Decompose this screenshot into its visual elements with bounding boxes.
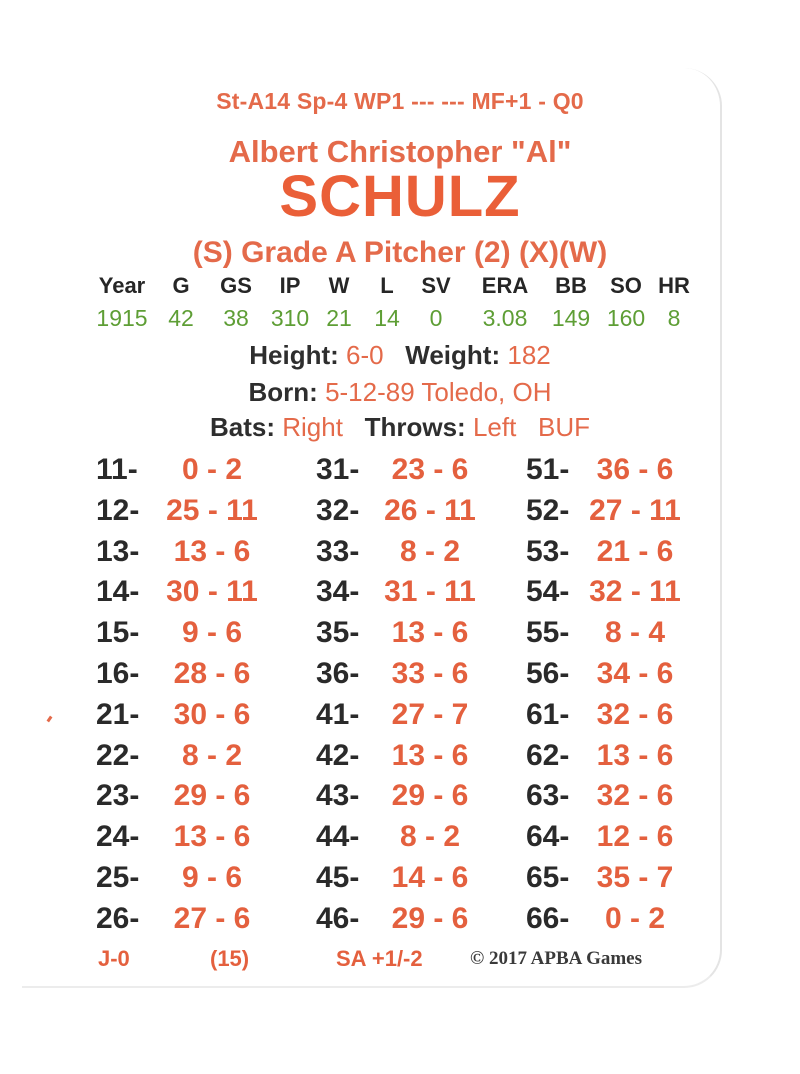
- stat-value-bb: 149: [551, 305, 591, 331]
- dice-roll: 55-: [526, 616, 570, 649]
- dice-result: 13 - 6: [391, 739, 469, 772]
- dice-roll: 45-: [316, 861, 360, 894]
- dice-result: 26 - 11: [384, 494, 476, 527]
- team-value: BUF: [538, 412, 590, 442]
- dice-result: 8 - 2: [399, 535, 461, 568]
- dice-row: [316, 615, 488, 651]
- stat-header-bb: BB: [555, 273, 587, 298]
- dice-result: 25 - 11: [166, 494, 258, 527]
- height-value: 6-0: [346, 340, 384, 370]
- dice-row: [96, 819, 268, 855]
- stat-value-l: 14: [374, 305, 400, 331]
- dice-row: [316, 697, 488, 733]
- stat-header-gs: GS: [220, 273, 252, 298]
- dice-row: [96, 697, 268, 733]
- dice-result: 0 - 2: [181, 453, 243, 486]
- dice-row: [526, 819, 694, 855]
- card-codes: St-A14 Sp-4 WP1 --- --- MF+1 - Q0: [216, 88, 584, 114]
- dice-row: [96, 860, 268, 896]
- dice-row: [96, 574, 268, 610]
- pitcher-grade: (S) Grade A Pitcher (2) (X)(W): [192, 236, 608, 269]
- dice-result: 35 - 7: [596, 861, 674, 894]
- throws-label: Throws:: [364, 412, 466, 442]
- dice-roll: 14-: [96, 575, 140, 608]
- card-number: (15): [210, 946, 250, 971]
- dice-result: 23 - 6: [391, 453, 469, 486]
- dice-row: [526, 574, 694, 610]
- dice-row: [526, 860, 694, 896]
- dice-row: [316, 860, 488, 896]
- sa-rating: SA +1/-2: [336, 946, 423, 971]
- dice-roll: 41-: [316, 698, 360, 731]
- dice-result: 9 - 6: [181, 616, 243, 649]
- dice-row: [526, 738, 694, 774]
- weight-label: Weight:: [405, 340, 501, 370]
- dice-result: 30 - 6: [173, 698, 251, 731]
- dice-result: 36 - 6: [596, 453, 674, 486]
- dice-result: 13 - 6: [596, 739, 674, 772]
- dice-row: [526, 534, 694, 570]
- copyright: © 2017 APBA Games: [470, 948, 643, 969]
- stat-header-l: L: [380, 273, 394, 298]
- dice-row: [316, 738, 488, 774]
- stat-header-era: ERA: [481, 273, 529, 298]
- dice-row: [316, 819, 488, 855]
- dice-result: 13 - 6: [173, 535, 251, 568]
- dice-result: 8 - 2: [399, 820, 461, 853]
- dice-row: [96, 615, 268, 651]
- stat-header-sv: SV: [421, 273, 451, 298]
- stat-header-g: G: [172, 273, 190, 298]
- dice-row: [526, 778, 694, 814]
- dice-result: 28 - 6: [173, 657, 251, 690]
- born-label: Born:: [248, 377, 318, 407]
- born-line: [0, 377, 800, 408]
- dice-result: 8 - 4: [604, 616, 666, 649]
- bats-throws-line: [0, 412, 800, 443]
- player-surname: SCHULZ: [279, 164, 521, 229]
- dice-roll: 25-: [96, 861, 140, 894]
- dice-result: 27 - 11: [589, 494, 681, 527]
- dice-row: [526, 656, 694, 692]
- dice-roll: 46-: [316, 902, 360, 935]
- stat-header-ip: IP: [279, 273, 301, 298]
- dice-row: [526, 615, 694, 651]
- dice-roll: 36-: [316, 657, 360, 690]
- dice-row: [96, 534, 268, 570]
- dice-row: [316, 901, 488, 937]
- dice-row: [316, 493, 488, 529]
- dice-result: 34 - 6: [596, 657, 674, 690]
- dice-roll: 33-: [316, 535, 360, 568]
- dice-row: [316, 534, 488, 570]
- dice-result: 29 - 6: [391, 902, 469, 935]
- dice-roll: 13-: [96, 535, 140, 568]
- dice-roll: 23-: [96, 779, 140, 812]
- dice-result: 33 - 6: [391, 657, 469, 690]
- j-rating: J-0: [98, 946, 130, 971]
- dice-roll: 34-: [316, 575, 360, 608]
- dice-row: [526, 697, 694, 733]
- dice-result: 27 - 7: [391, 698, 469, 731]
- dice-row: [526, 493, 694, 529]
- weight-value: 182: [507, 340, 551, 370]
- dice-row: [316, 778, 488, 814]
- dice-result: 29 - 6: [391, 779, 469, 812]
- stat-header-hr: HR: [658, 273, 690, 298]
- dice-row: [526, 901, 694, 937]
- dice-result: 32 - 11: [589, 575, 681, 608]
- dice-result: 21 - 6: [596, 535, 674, 568]
- height-weight-line: [0, 340, 800, 371]
- dice-roll: 53-: [526, 535, 570, 568]
- stat-header-w: W: [328, 273, 350, 298]
- stat-value-g: 42: [168, 305, 194, 331]
- dice-row: [96, 738, 268, 774]
- dice-roll: 51-: [526, 453, 570, 486]
- dice-roll: 54-: [526, 575, 570, 608]
- dice-roll: 26-: [96, 902, 140, 935]
- dice-result: 8 - 2: [181, 739, 243, 772]
- dice-row: [96, 656, 268, 692]
- stat-value-ip: 310: [270, 305, 310, 331]
- stat-header-so: SO: [610, 273, 642, 298]
- height-label: Height:: [249, 340, 339, 370]
- dice-roll: 52-: [526, 494, 570, 527]
- dice-result: 14 - 6: [391, 861, 469, 894]
- bats-label: Bats:: [209, 412, 275, 442]
- dice-roll: 31-: [316, 453, 360, 486]
- dice-roll: 63-: [526, 779, 570, 812]
- dice-result: 0 - 2: [604, 902, 666, 935]
- dice-row: [316, 656, 488, 692]
- dice-roll: 61-: [526, 698, 570, 731]
- dice-result: 31 - 11: [384, 575, 476, 608]
- stat-header-year: Year: [98, 273, 146, 298]
- dice-roll: 44-: [316, 820, 360, 853]
- dice-roll: 66-: [526, 902, 570, 935]
- dice-roll: 35-: [316, 616, 360, 649]
- dice-result: 13 - 6: [391, 616, 469, 649]
- stat-value-hr: 8: [667, 305, 681, 331]
- born-value: 5-12-89 Toledo, OH: [325, 377, 552, 407]
- dice-roll: 56-: [526, 657, 570, 690]
- dice-roll: 15-: [96, 616, 140, 649]
- dice-row: [316, 452, 488, 488]
- dice-roll: 32-: [316, 494, 360, 527]
- dice-row: [96, 452, 268, 488]
- throws-value: Left: [472, 412, 517, 442]
- dice-roll: 12-: [96, 494, 140, 527]
- stat-value-so: 160: [606, 305, 646, 331]
- dice-roll: 62-: [526, 739, 570, 772]
- dice-roll: 42-: [316, 739, 360, 772]
- stat-value-w: 21: [326, 305, 352, 331]
- dice-result: 12 - 6: [596, 820, 674, 853]
- dice-roll: 22-: [96, 739, 140, 772]
- dice-roll: 24-: [96, 820, 140, 853]
- dice-roll: 65-: [526, 861, 570, 894]
- stat-value-sv: 0: [429, 305, 443, 331]
- dice-roll: 43-: [316, 779, 360, 812]
- dice-row: [526, 452, 694, 488]
- dice-row: [316, 574, 488, 610]
- dice-roll: 16-: [96, 657, 140, 690]
- dice-roll: 64-: [526, 820, 570, 853]
- dice-result: 27 - 6: [173, 902, 251, 935]
- dice-result: 13 - 6: [173, 820, 251, 853]
- dice-result: 32 - 6: [596, 698, 674, 731]
- stat-value-gs: 38: [223, 305, 249, 331]
- stat-value-era: 3.08: [482, 305, 528, 331]
- stat-value-year: 1915: [96, 305, 148, 331]
- player-full-name: Albert Christopher "Al": [228, 134, 572, 169]
- dice-row: [96, 778, 268, 814]
- dice-result: 29 - 6: [173, 779, 251, 812]
- dice-row: [96, 493, 268, 529]
- dice-result: 30 - 11: [166, 575, 258, 608]
- bats-value: Right: [282, 412, 343, 442]
- dice-result: 32 - 6: [596, 779, 674, 812]
- dice-row: [96, 901, 268, 937]
- dice-result: 9 - 6: [181, 861, 243, 894]
- dice-roll: 11-: [96, 453, 138, 486]
- dice-roll: 21-: [96, 698, 140, 731]
